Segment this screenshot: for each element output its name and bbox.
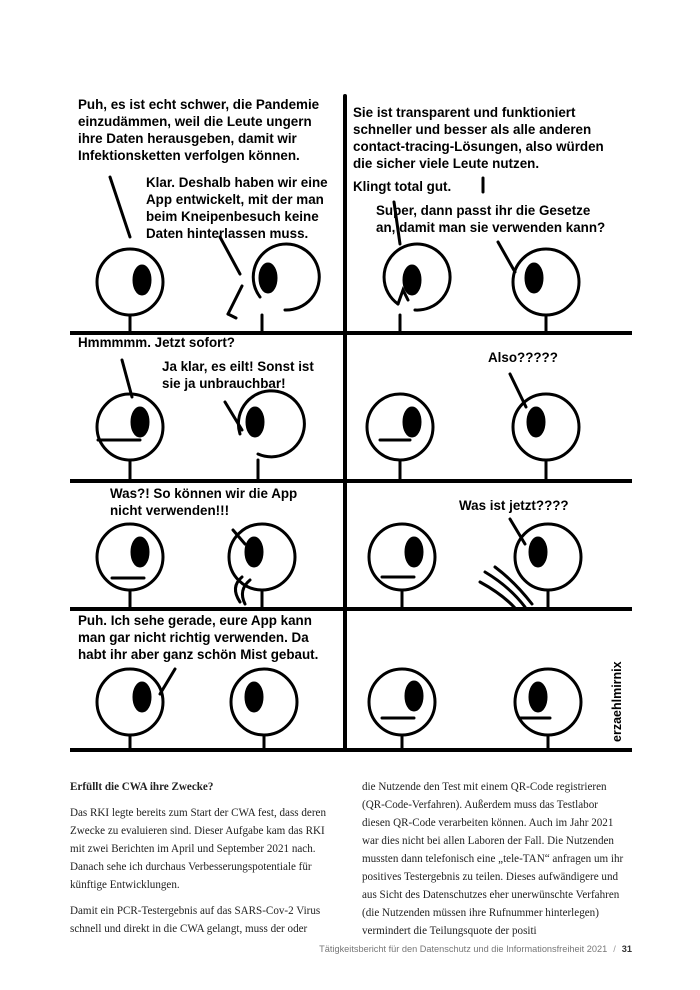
speech-tail	[122, 360, 132, 397]
artist-signature: erzaehlmirnix	[610, 661, 624, 742]
paragraph: Damit ein PCR-Testergebnis auf das SARS-Cov-2 Virus schnell und direkt in die CWA gelangt, muss der oder	[70, 905, 321, 935]
character-left	[367, 394, 433, 480]
speech-text: Hmmmmm. Jetzt sofort?	[78, 335, 235, 350]
speech-text: Was?! So können wir die App nicht verwenden!!!	[110, 486, 298, 518]
speech-tail	[160, 669, 175, 694]
character-left	[97, 524, 163, 608]
page-footer	[319, 944, 632, 954]
footer-separator: /	[613, 944, 616, 954]
speech-tail	[498, 242, 515, 272]
character-left	[369, 669, 435, 749]
page-number: 31	[621, 944, 632, 954]
text-column-left	[70, 778, 332, 946]
speech-text: Was ist jetzt????	[459, 498, 569, 513]
speech-text: Super, dann passt ihr die Gesetze an, damit man sie verwenden kann?	[376, 203, 606, 235]
speech-text: Klar. Deshalb haben wir eine App entwickelt, mit der man beim Kneipenbesuch keine Daten hinterlassen muss.	[146, 175, 328, 241]
text-column-right	[362, 778, 624, 948]
character-right	[228, 244, 319, 332]
character-left	[384, 244, 450, 332]
speech-text: Sie ist transparent und funktioniert schneller und besser als alle anderen contact-tracing-Lösungen, also würden die sicher viele Leute nutzen.	[353, 105, 604, 171]
character-left	[97, 249, 163, 332]
character-left	[369, 524, 435, 608]
comic-strip	[70, 82, 632, 752]
speech-tail	[510, 519, 525, 544]
character-right	[238, 391, 304, 480]
section-heading: Erfüllt die CWA ihre Zwecke?	[70, 781, 214, 793]
speech-text: Ja klar, es eilt! Sonst ist sie ja unbrauchbar!	[162, 359, 314, 391]
character-right	[231, 669, 297, 749]
character-right	[513, 394, 579, 480]
speech-text: Klingt total gut.	[353, 179, 452, 194]
speech-text: Puh. Ich sehe gerade, eure App kann man gar nicht richtig verwenden. Da habt ihr aber ganz schön Mist gebaut.	[78, 613, 319, 662]
speech-tail	[220, 237, 240, 274]
speech-tail	[510, 374, 526, 407]
character-left	[97, 669, 163, 749]
character-right	[480, 524, 581, 608]
character-right	[515, 669, 581, 749]
character-left	[97, 394, 163, 480]
paragraph: Das RKI legte bereits zum Start der CWA fest, dass deren Zwecke zu evaluieren sind. Dieser Aufgabe kam das RKI mit zwei Berichten im April und September 2021 nach. Danach sehe ich durchaus Verbesserungspotentiale für künftige Entwicklungen.	[70, 807, 327, 891]
paragraph: die Nutzende den Test mit einem QR-Code registrieren (QR-Code-Verfahren). Außerdem muss das Testlabor diesen QR-Code verarbeiten können. Auch im Jahr 2021 war dies nicht bei allen Laboren der Fall. Die Nutzenden mussten dann telefonisch eine „tele-TAN“ anfragen um ihr positives Testergebnis zu teilen. Dieses aufwändigere und aus Sicht des Datenschutzes eher unerwünschte Verfahren (die Nutzenden müssen ihre Rufnummer hinterlegen) vermindert die Teilungsquote der positi	[362, 781, 624, 937]
character-right	[513, 249, 579, 332]
speech-text: Also?????	[488, 350, 558, 365]
speech-tail	[110, 177, 130, 237]
footer-title: Tätigkeitsbericht für den Datenschutz und die Informationsfreiheit 2021	[319, 944, 608, 954]
speech-text: Puh, es ist echt schwer, die Pandemie einzudämmen, weil die Leute ungern ihre Daten herausgeben, damit wir Infektionsketten verfolgen können.	[78, 97, 320, 163]
